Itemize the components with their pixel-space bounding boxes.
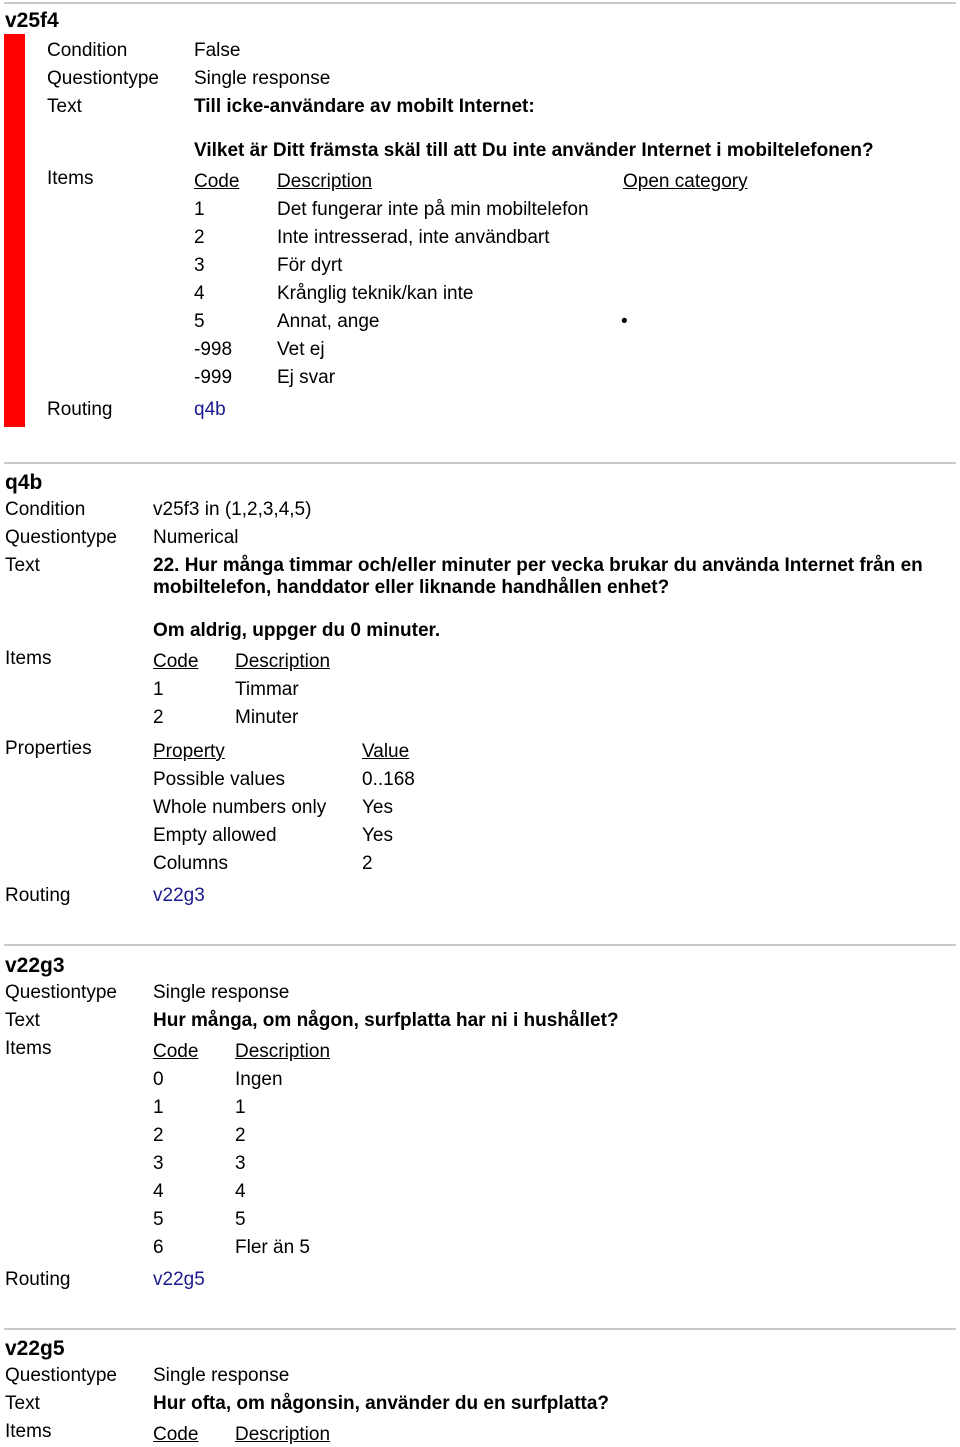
item-description: 3 (235, 1153, 246, 1174)
section-title: v22g5 (5, 1337, 65, 1360)
item-description: 4 (235, 1181, 246, 1202)
routing-link[interactable]: q4b (194, 399, 226, 420)
item-code: 0 (153, 1069, 164, 1090)
questiontype-label: Questiontype (47, 68, 159, 89)
text-label: Text (5, 555, 40, 576)
routing-label: Routing (5, 1269, 71, 1290)
item-code: 6 (153, 1237, 164, 1258)
items-header-code: Code (194, 171, 240, 192)
question-text: mobiltelefon, handdator eller liknande handhållen enhet? (153, 577, 670, 598)
item-code: 4 (194, 283, 205, 304)
item-description: Ingen (235, 1069, 283, 1090)
question-text: Hur ofta, om någonsin, använder du en surfplatta? (153, 1393, 610, 1414)
items-header-description: Description (235, 651, 331, 672)
item-description: Fler än 5 (235, 1237, 310, 1258)
property-name: Columns (153, 853, 228, 874)
item-description: Krånglig teknik/kan inte (277, 283, 474, 304)
properties-header-property: Property (153, 741, 225, 762)
items-header-code: Code (153, 1424, 199, 1445)
routing-link[interactable]: v22g5 (153, 1269, 205, 1290)
open-category-bullet: • (621, 311, 628, 332)
items-header-description: Description (235, 1424, 331, 1445)
questiontype-label: Questiontype (5, 982, 117, 1003)
questiontype-value: Single response (153, 982, 290, 1003)
property-value: 0..168 (362, 769, 415, 790)
properties-header-value: Value (362, 741, 410, 762)
questiontype-label: Questiontype (5, 527, 117, 548)
item-code: 1 (153, 1097, 164, 1118)
question-text: Till icke-användare av mobilt Internet: (194, 96, 535, 117)
items-label: Items (5, 648, 52, 669)
item-description: 5 (235, 1209, 246, 1230)
item-code: -998 (194, 339, 233, 360)
item-description: Ej svar (277, 367, 336, 388)
property-name: Whole numbers only (153, 797, 327, 818)
item-description: Inte intresserad, inte användbart (277, 227, 550, 248)
questiontype-value: Single response (194, 68, 331, 89)
section-divider (4, 1328, 956, 1330)
section-title: v22g3 (5, 954, 65, 977)
section-title: v25f4 (5, 9, 59, 32)
property-value: Yes (362, 825, 393, 846)
section-divider (4, 2, 956, 4)
section-divider (4, 462, 956, 464)
item-description: Annat, ange (277, 311, 380, 332)
item-description: 2 (235, 1125, 246, 1146)
question-text: Om aldrig, uppger du 0 minuter. (153, 620, 441, 641)
text-label: Text (47, 96, 82, 117)
condition-marker-bar (4, 34, 25, 427)
text-label: Text (5, 1393, 40, 1414)
questiontype-value: Single response (153, 1365, 290, 1386)
section-title: q4b (5, 471, 43, 494)
items-label: Items (5, 1038, 52, 1059)
item-code: 1 (194, 199, 205, 220)
item-code: 5 (194, 311, 205, 332)
questiontype-value: Numerical (153, 527, 239, 548)
item-code: 3 (194, 255, 205, 276)
item-description: Vet ej (277, 339, 325, 360)
item-description: Det fungerar inte på min mobiltelefon (277, 199, 589, 220)
condition-label: Condition (5, 499, 86, 520)
items-label: Items (5, 1421, 52, 1442)
item-code: 4 (153, 1181, 164, 1202)
items-header-code: Code (153, 1041, 199, 1062)
item-description: 1 (235, 1097, 246, 1118)
condition-label: Condition (47, 40, 128, 61)
routing-label: Routing (47, 399, 113, 420)
item-code: 5 (153, 1209, 164, 1230)
property-value: 2 (362, 853, 373, 874)
questiontype-label: Questiontype (5, 1365, 117, 1386)
item-description: Minuter (235, 707, 299, 728)
section-divider (4, 944, 956, 946)
routing-label: Routing (5, 885, 71, 906)
item-code: 3 (153, 1153, 164, 1174)
item-code: -999 (194, 367, 233, 388)
item-description: För dyrt (277, 255, 343, 276)
text-label: Text (5, 1010, 40, 1031)
items-header-open-category: Open category (623, 171, 748, 192)
property-name: Possible values (153, 769, 286, 790)
property-value: Yes (362, 797, 393, 818)
property-name: Empty allowed (153, 825, 277, 846)
items-header-description: Description (277, 171, 373, 192)
items-header-code: Code (153, 651, 199, 672)
condition-value: v25f3 in (1,2,3,4,5) (153, 499, 312, 520)
items-header-description: Description (235, 1041, 331, 1062)
question-text: 22. Hur många timmar och/eller minuter per vecka brukar du använda Internet från en (153, 555, 923, 576)
item-code: 2 (194, 227, 205, 248)
items-label: Items (47, 168, 94, 189)
item-code: 2 (153, 707, 164, 728)
item-description: Timmar (235, 679, 299, 700)
item-code: 1 (153, 679, 164, 700)
properties-label: Properties (5, 738, 92, 759)
question-text: Vilket är Ditt främsta skäl till att Du inte använder Internet i mobiltelefonen? (194, 140, 874, 161)
item-code: 2 (153, 1125, 164, 1146)
question-text: Hur många, om någon, surfplatta har ni i hushållet? (153, 1010, 619, 1031)
routing-link[interactable]: v22g3 (153, 885, 205, 906)
condition-value: False (194, 40, 241, 61)
